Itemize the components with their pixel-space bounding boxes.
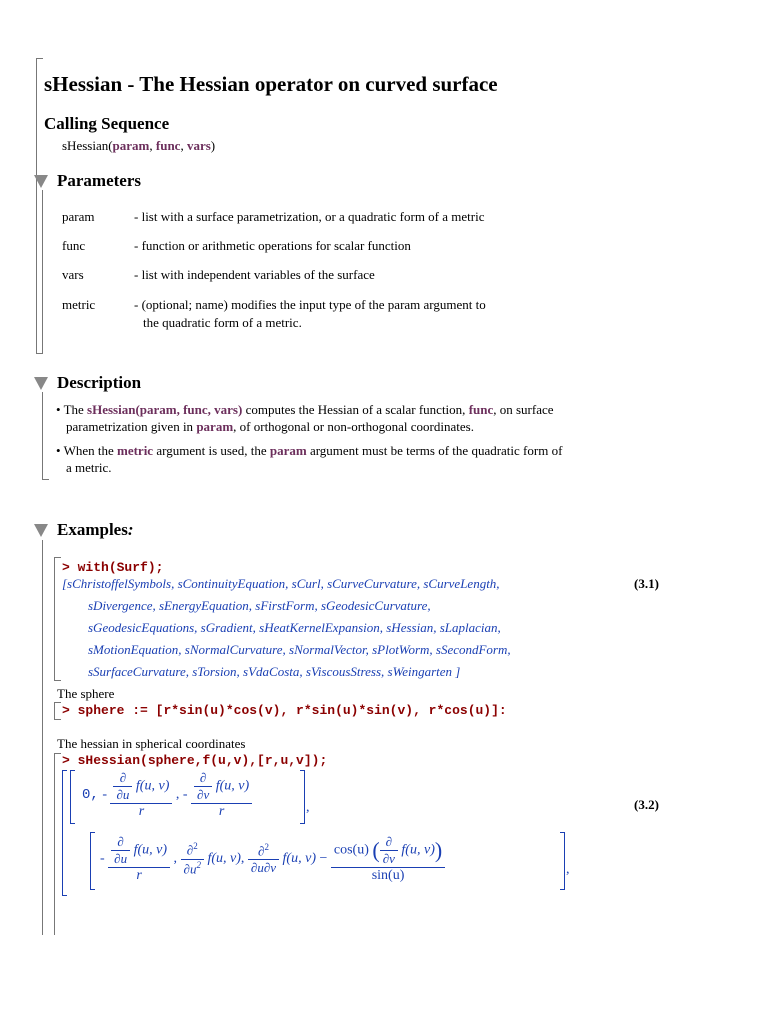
command-text: with(Surf); — [77, 560, 164, 575]
partial-fraction — [380, 834, 398, 867]
math-comma: , — [175, 787, 180, 802]
partial-dudv: ∂u∂v — [250, 860, 277, 876]
desc-text: argument must be terms of the quadratic form of — [306, 443, 563, 458]
partial: ∂ — [194, 770, 212, 787]
math-r: r — [218, 804, 225, 819]
description-bracket — [42, 392, 43, 479]
bracket-bottom — [36, 353, 43, 354]
second-partial-uv — [248, 842, 279, 876]
desc-keyword: param — [196, 419, 234, 434]
math-minus: - — [182, 787, 188, 802]
row-bracket-left — [70, 770, 75, 824]
prompt: > — [62, 560, 70, 575]
exponent: 2 — [193, 841, 198, 852]
partial-dv: ∂v — [382, 851, 395, 866]
page-title: sHessian - The Hessian operator on curved surface — [44, 72, 498, 96]
collapse-triangle-icon[interactable] — [34, 524, 48, 537]
command-line-3[interactable] — [62, 753, 327, 768]
partial: ∂ — [113, 770, 132, 787]
exec-group-bracket — [54, 753, 55, 935]
param-name-param: param — [62, 209, 95, 224]
command-text: sHessian(sphere,f(u,v),[r,u,v]); — [77, 753, 328, 768]
param-desc-vars: - list with independent variables of the surface — [134, 267, 375, 282]
bracket-top — [54, 702, 61, 703]
cs-arg-param: param — [112, 138, 150, 153]
section-bracket — [36, 58, 37, 353]
desc-keyword: sHessian(param, func, vars) — [87, 402, 243, 417]
output-line-1: [sChristoffelSymbols, sContinuityEquation, sCurl, sCurveCurvature, sCurveLength, — [62, 576, 500, 591]
math-r: r — [136, 868, 142, 883]
collapse-triangle-icon[interactable] — [34, 377, 48, 390]
desc-text: , on surface — [493, 402, 554, 417]
math-cos: cos(u) — [333, 842, 369, 858]
row-bracket-right — [560, 832, 565, 890]
param-desc-metric-2: the quadratic form of a metric. — [143, 315, 302, 330]
description-bullet-1: • The sHessian(param, func, vars) computes the Hessian of a scalar function, func, on surface — [56, 402, 554, 417]
cs-arg-vars: vars — [186, 138, 211, 153]
math-minus: - — [102, 787, 107, 802]
desc-text: When the — [63, 443, 117, 458]
math-fraction — [110, 770, 172, 820]
exec-group-bracket — [54, 702, 55, 719]
paren: ( — [372, 837, 380, 863]
second-partial-uu — [181, 841, 204, 877]
bracket-top — [54, 753, 61, 754]
partial-du: ∂u — [183, 860, 197, 876]
partial-du: ∂u — [114, 851, 128, 866]
exponent: 2 — [196, 859, 201, 870]
bracket-top — [36, 58, 43, 59]
math-row-2: - $\frac{\partial}{\partial u}$ f(u, v) r , $\frac{\partial^2}{\partial u^2}$ f(u, v), $\frac{\partial^2}{\partial u\partial v}$ f(u, v) − cos(u) ( $\frac{\partial}{\partial v}$ f(u, v)) sin(u) — [100, 834, 445, 884]
equation-label-3-1: (3.1) — [634, 576, 659, 591]
cs-suffix: ) — [210, 138, 216, 153]
output-line-3: sGeodesicEquations, sGradient, sHeatKernelExpansion, sHessian, sLaplacian, — [88, 620, 501, 635]
cs-sep: , — [149, 138, 156, 153]
desc-text: computes the Hessian of a scalar function, — [242, 402, 469, 417]
partial-fraction — [194, 770, 212, 803]
parameters-bracket — [42, 190, 43, 353]
partial: ∂ — [380, 834, 398, 851]
partial: ∂ — [186, 842, 194, 858]
calling-sequence-text — [62, 138, 215, 154]
param-name-func: func — [62, 238, 86, 253]
math-comma: , — [173, 851, 178, 866]
examples-heading — [57, 520, 134, 540]
command-line-1[interactable] — [62, 560, 163, 575]
calling-sequence-heading: Calling Sequence — [44, 114, 170, 133]
examples-heading-text: Examples — [57, 520, 128, 539]
math-sin: sin(u) — [371, 868, 405, 883]
desc-text: argument is used, the — [153, 443, 270, 458]
description-bullet-2-line2: a metric. — [66, 460, 112, 475]
param-desc-func: - function or arithmetic operations for scalar function — [134, 238, 411, 253]
partial-du: ∂u — [116, 787, 130, 802]
math-r: r — [138, 804, 145, 819]
param-desc-metric: - (optional; name) modifies the input type of the param argument to — [134, 297, 486, 312]
prompt: > — [62, 753, 70, 768]
description-bullet-2: • When the metric argument is used, the param argument must be terms of the quadratic form of — [56, 443, 563, 458]
output-line-2: sDivergence, sEnergyEquation, sFirstForm, sGeodesicCurvature, — [88, 598, 431, 613]
row-bracket-left — [90, 832, 95, 890]
desc-text: parametrization given in — [66, 419, 197, 434]
math-fraction — [108, 834, 170, 884]
cs-prefix: sHessian( — [62, 138, 113, 153]
parameters-heading: Parameters — [57, 171, 142, 190]
math-minus: - — [100, 851, 105, 866]
command-line-2[interactable] — [62, 703, 507, 718]
math-row-1 — [82, 770, 252, 820]
func-fuv: f(u, v) — [133, 842, 168, 858]
func-fuv: f(u, v) — [135, 778, 170, 794]
desc-keyword: param — [269, 443, 307, 458]
param-desc-param: - list with a surface parametrization, or a quadratic form of a metric — [134, 209, 485, 224]
math-zero: 0, — [82, 787, 99, 803]
bracket-top — [54, 557, 61, 558]
description-heading: Description — [57, 373, 142, 392]
desc-keyword: func — [468, 402, 494, 417]
partial-fraction — [113, 770, 132, 803]
partial: ∂ — [111, 834, 130, 851]
equation-label-3-2: (3.2) — [634, 797, 659, 812]
math-fraction — [191, 770, 252, 820]
func-fuv: f(u, v) — [282, 851, 316, 866]
bracket-bottom — [54, 719, 61, 720]
math-fraction — [331, 834, 445, 884]
func-fuv: f(u, v) — [207, 851, 241, 866]
prompt: > — [62, 703, 70, 718]
text-the-sphere: The sphere — [57, 686, 115, 701]
exponent: 2 — [264, 841, 269, 852]
text-hessian-spherical: The hessian in spherical coordinates — [57, 736, 246, 751]
partial-fraction — [111, 834, 130, 867]
output-line-5: sSurfaceCurvature, sTorsion, sVdaCosta, sViscousStress, sWeingarten ] — [88, 664, 461, 679]
bracket-bottom — [54, 680, 61, 681]
func-fuv: f(u, v) — [215, 778, 250, 794]
param-name-metric: metric — [62, 297, 96, 312]
partial-dv: ∂v — [197, 787, 210, 802]
exec-group-bracket — [54, 557, 55, 680]
math-comma: , — [240, 851, 245, 866]
bracket-bottom — [42, 479, 49, 480]
description-bullet-1-line2 — [66, 419, 474, 435]
row-bracket-right — [300, 770, 305, 824]
param-name-vars: vars — [62, 267, 84, 282]
examples-bracket — [42, 540, 43, 935]
paren: ) — [434, 837, 443, 863]
desc-text: The — [63, 402, 88, 417]
cs-arg-func: func — [155, 138, 181, 153]
desc-text: , of orthogonal or non-orthogonal coordinates. — [233, 419, 474, 434]
collapse-triangle-icon[interactable] — [34, 175, 48, 188]
func-fuv: f(u, v) — [401, 842, 435, 858]
examples-heading-colon: : — [127, 520, 134, 539]
math-comma: , — [306, 800, 310, 815]
output-line-4: sMotionEquation, sNormalCurvature, sNormalVector, sPlotWorm, sSecondForm, — [88, 642, 511, 657]
command-text: sphere := [r*sin(u)*cos(v), r*sin(u)*sin(v), r*cos(u)]: — [77, 703, 507, 718]
math-comma: , — [566, 862, 570, 877]
desc-keyword: metric — [117, 443, 154, 458]
matrix-bracket-left — [62, 770, 67, 896]
cs-sep: , — [180, 138, 187, 153]
partial: ∂ — [258, 843, 265, 859]
